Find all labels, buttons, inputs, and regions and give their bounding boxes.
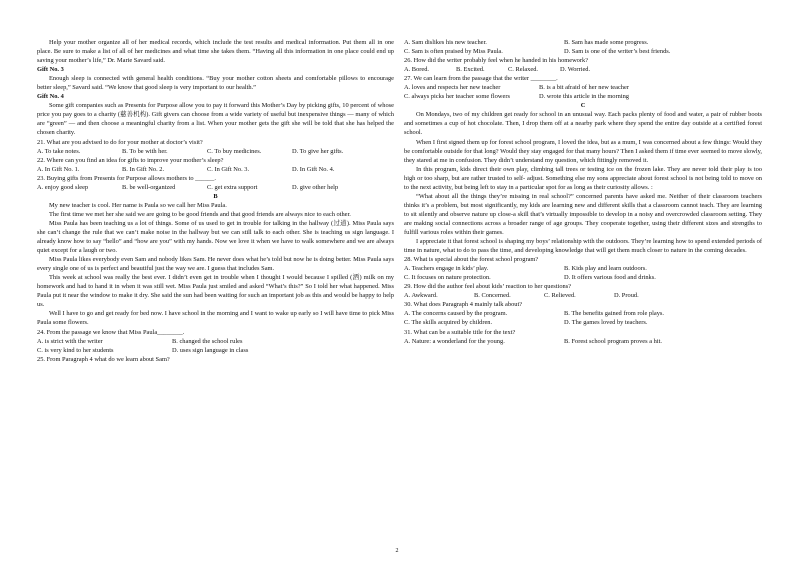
question-26: 26. How did the writer probably feel when he handed in his homework? — [404, 57, 589, 65]
passage-b-paragraph-4: Miss Paula likes everybody even Sam and nobody likes Sam. He never does what he’s told but now he is doing better. Miss Paula says every single one of us is perfect and beautiful just the way we are. I guess that includes Sam. — [37, 256, 394, 273]
passage-b-paragraph-2: The first time we met her she said we are going to be good friends and that good friends are always nice to each other. — [49, 210, 351, 218]
question-23: 23. Buying gifts from Presents for Purpose allows mothers to ______. — [37, 174, 216, 182]
q27-option-b: B. is a bit afraid of her new teacher — [539, 84, 629, 92]
q24-option-c: C. is very kind to her students — [37, 346, 114, 354]
q23-option-d: D. give other help — [292, 183, 339, 191]
q22-option-b: B. In Gift No. 2. — [122, 165, 165, 173]
passage-b-paragraph-1: My new teacher is cool. Her name is Paula so we call her Miss Paula. — [49, 201, 227, 209]
question-29-options — [404, 291, 762, 300]
q31-option-b: B. Forest school program proves a hit. — [564, 337, 662, 345]
q26-option-a: A. Bored. — [404, 66, 430, 74]
q25-option-c: C. Sam is often praised by Miss Paula. — [404, 48, 503, 56]
q22-option-c: C. In Gift No. 3. — [207, 165, 250, 173]
q24-option-d: D. uses sign language in class — [172, 346, 249, 354]
question-25-options — [404, 38, 762, 56]
q27-option-d: D. wrote this article in the morning — [539, 93, 629, 101]
gift-3-text: Enough sleep is connected with general health conditions. “Buy your mother cotton sheets and comfortable pillows to encourage better sleep,” Savard said. “We know that good sleep is very important to our health.” — [37, 75, 394, 92]
question-28-options — [404, 264, 762, 282]
q29-option-c: C. Relieved. — [544, 292, 576, 300]
medical-records-paragraph: Help your mother organize all of her medical records, which include the test results and medical information. Put them all in one place. Be sure to make a list of all of her medicines and what time she takes them. “Having all this information in one place could end up saving your mother’s life,” Dr. Marie Savard said. — [37, 39, 394, 65]
left-column — [37, 38, 394, 364]
passage-b-paragraph-3: Miss Paula has been teaching us a lot of things. Some of us used to get in trouble for talking in the hallway (过道). Miss Paula says she can’t change the rule that we can’t make noise in the hallway but we can still talk to each other. She is teaching us sign language. I already know how to say “hello” and “how are you” with my hands. Now we love it when we have to walk somewhere and we are always quiet except for a laugh or two. — [37, 219, 394, 255]
q28-option-c: C. It focuses on nature protection. — [404, 274, 491, 282]
q30-option-c: C. The skills acquired by children. — [404, 319, 493, 327]
passage-c-paragraph-4: “What about all the things they’re missing in real school?” concerned parents have asked me. Neither of their classroom teachers thinks it’s a problem, but most significantly, my kids are learning new and different skills that a classroom cannot teach. They are learning to sit silently and observe nature up close-a skill that’s virtually impossible to develop in a noisy and overcrowded classroom setting. They are making social connections across a broader range of age groups. They cooperate together, using their different sizes and strengths to fulfill various roles within their games. — [404, 192, 762, 236]
q30-option-b: B. The benefits gained from role plays. — [564, 310, 664, 318]
q23-option-b: B. be well-organized — [122, 183, 176, 191]
q26-option-c: C. Relaxed. — [508, 66, 538, 74]
section-c-heading: C — [580, 102, 586, 110]
gift-4-heading: Gift No. 4 — [37, 93, 64, 101]
question-28: 28. What is special about the forest school program? — [404, 256, 539, 264]
gift-3-heading: Gift No. 3 — [37, 66, 64, 74]
q22-option-d: D. In Gift No. 4. — [292, 165, 335, 173]
question-22-options — [37, 165, 394, 174]
question-26-options — [404, 65, 762, 74]
q25-option-b: B. Sam has made some progress. — [564, 39, 649, 46]
passage-c-paragraph-1: On Mondays, two of my children get ready for school in an unusual way. Each packs plenty of food and water, a pair of rubber boots and sometimes a cup of hot chocolate. Then, I drop them off at a nearby park where they spend the entire day outside at a certified forest school. — [404, 111, 762, 137]
question-23-options — [37, 183, 394, 192]
q26-option-b: B. Excited. — [456, 66, 485, 74]
question-25: 25. From Paragraph 4 what do we learn about Sam? — [37, 355, 170, 363]
passage-c-paragraph-3: In this program, kids direct their own play, climbing tall trees or testing ice on the frozen lake. They are never told their play is too high or too sharp, but are rather trusted to self- adjust. Something else my sons appreciate about forest school is not being told to move on to the next activity, but being left to stay in a particular spot for as long as their curiosity allows. : — [404, 165, 762, 191]
q25-option-a: A. Sam dislikes his new teacher. — [404, 39, 487, 46]
q24-option-a: A. is strict with the writer — [37, 337, 103, 345]
passage-b-paragraph-5: This week at school was really the best ever. I didn’t even get in trouble when I thought I would because I spilled (洒) milk on my homework and had to hand it in when it was still wet. Miss Paula just smiled and asked “What’s this?” So I told her what happened. Miss Paula put it near the window to make it dry. She said the sun had been waiting for such an important job as this and would be happy to help us. — [37, 274, 394, 309]
q29-option-a: A. Awkward. — [404, 292, 438, 300]
q29-option-b: B. Concerned. — [474, 292, 511, 300]
question-24-options — [37, 337, 394, 355]
q23-option-a: A. enjoy good sleep — [37, 183, 89, 191]
question-29: 29. How did the author feel about kids’ reaction to her questions? — [404, 283, 572, 291]
q30-option-a: A. The concerns caused by the program. — [404, 310, 508, 318]
q28-option-b: B. Kids play and learn outdoors. — [564, 265, 647, 273]
passage-c-paragraph-2: When I first signed them up for forest school program, I loved the idea, but as a mum, I was concerned about a few things: Would they be comfortable outside for that long? Would they stay engaged for that many hours? Then I asked them if time ever seemed to move slowly, they stared at me in confusion. They didn’t understand my question, which fittingly removed it. — [404, 138, 762, 164]
q25-option-d: D. Sam is one of the writer’s best friends. — [564, 48, 671, 56]
gift-4-text: Some gift companies such as Presents for Purpose allow you to pay it forward this Mother’s Day by picking gifts, 10 percent of whose price you pay goes to a charity (慈善机构). Gift givers can choose from a wide variety of useful but inexpensive things — many of which are “green” — and then choose a meaningful charity from a list. When your mother gets the gift she will be told that she has helped the chosen charity. — [37, 102, 394, 137]
question-30-options — [404, 309, 762, 327]
question-22: 22. Where can you find an idea for gifts to improve your mother’s sleep? — [37, 156, 224, 164]
question-24: 24. From the passage we know that Miss Paula________. — [37, 328, 185, 336]
q24-option-b: B. changed the school rules — [172, 337, 243, 345]
q26-option-d: D. Worried. — [560, 66, 591, 74]
q31-option-a: A. Nature: a wonderland for the young. — [404, 337, 505, 345]
q30-option-d: D. The games loved by teachers. — [564, 319, 648, 327]
q29-option-d: D. Proud. — [614, 292, 639, 300]
q28-option-a: A. Teachers engage in kids’ play. — [404, 265, 489, 273]
q28-option-d: D. It offers various food and drinks. — [564, 274, 656, 282]
question-27-options — [404, 83, 762, 101]
question-31-options — [404, 337, 762, 346]
q22-option-a: A. In Gift No. 1. — [37, 165, 80, 173]
question-21: 21. What are you advised to do for your mother at doctor’s visit? — [37, 138, 203, 146]
q21-option-a: A. To take notes. — [37, 147, 81, 155]
page-number: 2 — [395, 548, 399, 554]
q21-option-b: B. To be with her. — [122, 147, 168, 155]
q21-option-d: D. To give her gifts. — [292, 147, 344, 155]
right-column — [404, 38, 762, 346]
question-27: 27. We can learn from the passage that the writer ________. — [404, 75, 558, 83]
q21-option-c: C. To buy medicines. — [207, 147, 262, 155]
q23-option-c: C. get extra support — [207, 183, 258, 191]
question-21-options — [37, 147, 394, 156]
q27-option-c: C. always picks her teacher some flowers — [404, 93, 510, 101]
passage-b-paragraph-6: Well I have to go and get ready for bed now. I have school in the morning and I want to wake up early so I will have time to pick Miss Paula some flowers. — [37, 310, 394, 327]
question-30: 30. What does Paragraph 4 mainly talk about? — [404, 301, 523, 309]
q27-option-a: A. loves and respects her new teacher — [404, 84, 501, 92]
question-31: 31. What can be a suitable title for the text? — [404, 328, 516, 336]
section-b-heading: B — [213, 192, 218, 200]
passage-c-paragraph-5: I appreciate it that forest school is shaping my boys’ relationship with the outdoors. They’re learning how to spend extended periods of time in nature, what to do to pass the time, and developing knowledge that will get them much closer to nature in the coming decades. — [404, 238, 762, 255]
